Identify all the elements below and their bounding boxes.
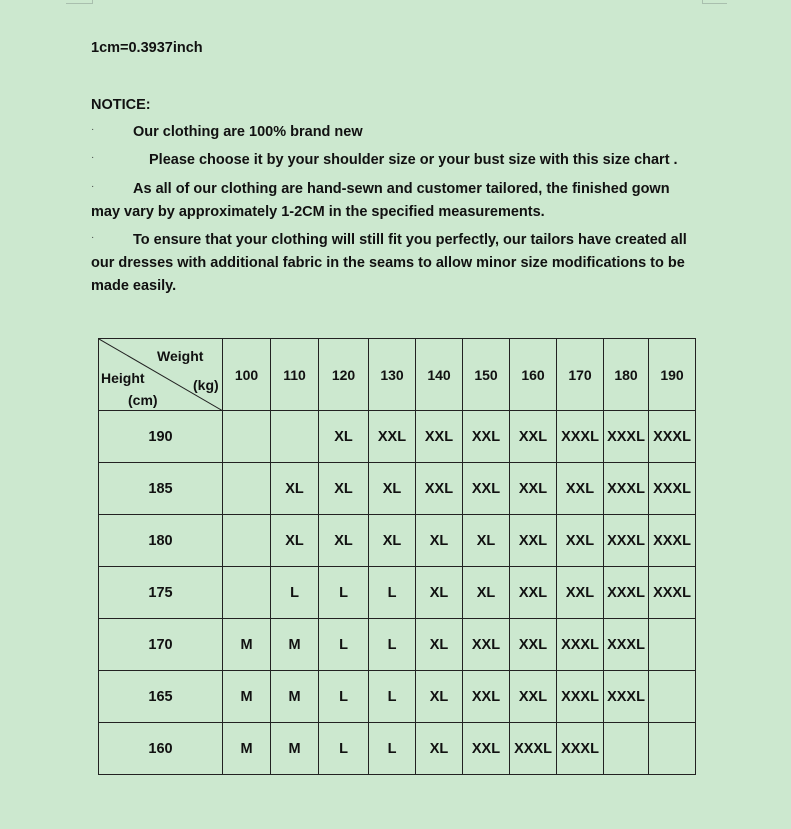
size-cell: M bbox=[271, 619, 319, 671]
weight-header: 160 bbox=[510, 339, 557, 411]
size-cell: XL bbox=[369, 515, 416, 567]
size-cell: XXL bbox=[557, 463, 604, 515]
height-cell: 190 bbox=[99, 411, 223, 463]
size-cell: XXL bbox=[463, 463, 510, 515]
size-chart-table bbox=[98, 338, 696, 775]
size-cell: XXXL bbox=[604, 619, 649, 671]
size-cell bbox=[649, 671, 696, 723]
weight-header: 140 bbox=[416, 339, 463, 411]
size-cell: L bbox=[319, 567, 369, 619]
corner-header-cell bbox=[99, 339, 223, 411]
size-cell: M bbox=[271, 723, 319, 775]
size-cell: L bbox=[369, 671, 416, 723]
table-row bbox=[99, 411, 696, 463]
size-cell: M bbox=[223, 619, 271, 671]
size-cell bbox=[271, 411, 319, 463]
weight-header: 130 bbox=[369, 339, 416, 411]
weight-header: 100 bbox=[223, 339, 271, 411]
weight-header: 150 bbox=[463, 339, 510, 411]
weight-label: Weight bbox=[157, 348, 204, 364]
size-cell: XXXL bbox=[604, 463, 649, 515]
weight-unit-label: (kg) bbox=[193, 377, 219, 393]
size-cell: XXL bbox=[416, 411, 463, 463]
table-row bbox=[99, 463, 696, 515]
size-cell: XXL bbox=[416, 463, 463, 515]
size-cell bbox=[649, 619, 696, 671]
size-cell: XXL bbox=[557, 567, 604, 619]
size-cell: XL bbox=[416, 515, 463, 567]
size-cell bbox=[604, 723, 649, 775]
height-unit-label: (cm) bbox=[128, 392, 158, 408]
size-cell: XL bbox=[416, 723, 463, 775]
size-cell: L bbox=[319, 723, 369, 775]
size-cell bbox=[649, 723, 696, 775]
notice-item-1: Our clothing are 100% brand new bbox=[133, 124, 363, 140]
size-cell: XXL bbox=[557, 515, 604, 567]
size-cell: XXXL bbox=[604, 567, 649, 619]
size-cell: L bbox=[319, 671, 369, 723]
table-row bbox=[99, 619, 696, 671]
weight-header: 190 bbox=[649, 339, 696, 411]
size-cell: L bbox=[271, 567, 319, 619]
size-cell: XXXL bbox=[649, 515, 696, 567]
height-cell: 185 bbox=[99, 463, 223, 515]
table-row bbox=[99, 515, 696, 567]
table-row bbox=[99, 723, 696, 775]
size-cell: XXXL bbox=[557, 723, 604, 775]
size-cell: XL bbox=[463, 515, 510, 567]
size-cell bbox=[223, 567, 271, 619]
size-cell: XL bbox=[463, 567, 510, 619]
size-cell bbox=[223, 515, 271, 567]
size-cell: L bbox=[369, 619, 416, 671]
size-cell: XXL bbox=[463, 619, 510, 671]
notice-item-4: To ensure that your clothing will still fit you perfectly, our tailors have created all our dresses with additional fabric in the seams to allow minor size modifications to be made easily. bbox=[91, 232, 687, 294]
size-cell: XXL bbox=[510, 463, 557, 515]
bullet-4: · bbox=[91, 232, 95, 243]
size-cell: XXXL bbox=[557, 619, 604, 671]
size-cell: XL bbox=[416, 567, 463, 619]
size-cell: XL bbox=[319, 515, 369, 567]
size-cell: XXXL bbox=[604, 411, 649, 463]
size-cell: XXXL bbox=[649, 567, 696, 619]
size-cell: XXXL bbox=[649, 463, 696, 515]
page-corner-mark-right bbox=[702, 0, 727, 4]
unit-conversion: 1cm=0.3937inch bbox=[91, 40, 203, 56]
table-row bbox=[99, 671, 696, 723]
notice-item-3: As all of our clothing are hand-sewn and customer tailored, the finished gown may vary by approximately 1-2CM in the specified measurements. bbox=[91, 181, 670, 220]
size-cell: XXXL bbox=[510, 723, 557, 775]
size-cell: XXXL bbox=[604, 515, 649, 567]
height-cell: 160 bbox=[99, 723, 223, 775]
size-cell: M bbox=[223, 671, 271, 723]
height-cell: 170 bbox=[99, 619, 223, 671]
size-cell: M bbox=[271, 671, 319, 723]
size-cell: L bbox=[319, 619, 369, 671]
height-cell: 165 bbox=[99, 671, 223, 723]
size-cell: XXL bbox=[510, 411, 557, 463]
size-cell: XXXL bbox=[557, 411, 604, 463]
size-cell: XXL bbox=[510, 515, 557, 567]
weight-header-row bbox=[99, 339, 696, 411]
size-cell: XL bbox=[416, 671, 463, 723]
size-cell: XXL bbox=[510, 671, 557, 723]
size-cell bbox=[223, 411, 271, 463]
size-cell: L bbox=[369, 723, 416, 775]
size-cell: L bbox=[369, 567, 416, 619]
size-cell: XL bbox=[319, 411, 369, 463]
size-cell: XXXL bbox=[604, 671, 649, 723]
bullet-2: · bbox=[91, 152, 95, 163]
notice-title: NOTICE: bbox=[91, 97, 151, 113]
height-cell: 175 bbox=[99, 567, 223, 619]
size-cell: XL bbox=[271, 515, 319, 567]
size-cell: XXL bbox=[510, 567, 557, 619]
size-cell: XL bbox=[319, 463, 369, 515]
weight-header: 170 bbox=[557, 339, 604, 411]
size-cell: XXXL bbox=[649, 411, 696, 463]
size-cell bbox=[223, 463, 271, 515]
height-label: Height bbox=[101, 370, 145, 386]
size-cell: XXL bbox=[463, 671, 510, 723]
size-cell: XXL bbox=[369, 411, 416, 463]
bullet-1: · bbox=[91, 124, 95, 135]
weight-header: 110 bbox=[271, 339, 319, 411]
notice-item-2: Please choose it by your shoulder size or your bust size with this size chart . bbox=[149, 152, 678, 168]
size-cell: XL bbox=[369, 463, 416, 515]
size-cell: XL bbox=[416, 619, 463, 671]
weight-header: 120 bbox=[319, 339, 369, 411]
size-cell: M bbox=[223, 723, 271, 775]
page-corner-mark-left bbox=[66, 0, 93, 4]
weight-header: 180 bbox=[604, 339, 649, 411]
size-cell: XXL bbox=[463, 723, 510, 775]
size-cell: XXL bbox=[463, 411, 510, 463]
size-cell: XXL bbox=[510, 619, 557, 671]
size-cell: XL bbox=[271, 463, 319, 515]
bullet-3: · bbox=[91, 181, 95, 192]
size-cell: XXXL bbox=[557, 671, 604, 723]
height-cell: 180 bbox=[99, 515, 223, 567]
table-row bbox=[99, 567, 696, 619]
